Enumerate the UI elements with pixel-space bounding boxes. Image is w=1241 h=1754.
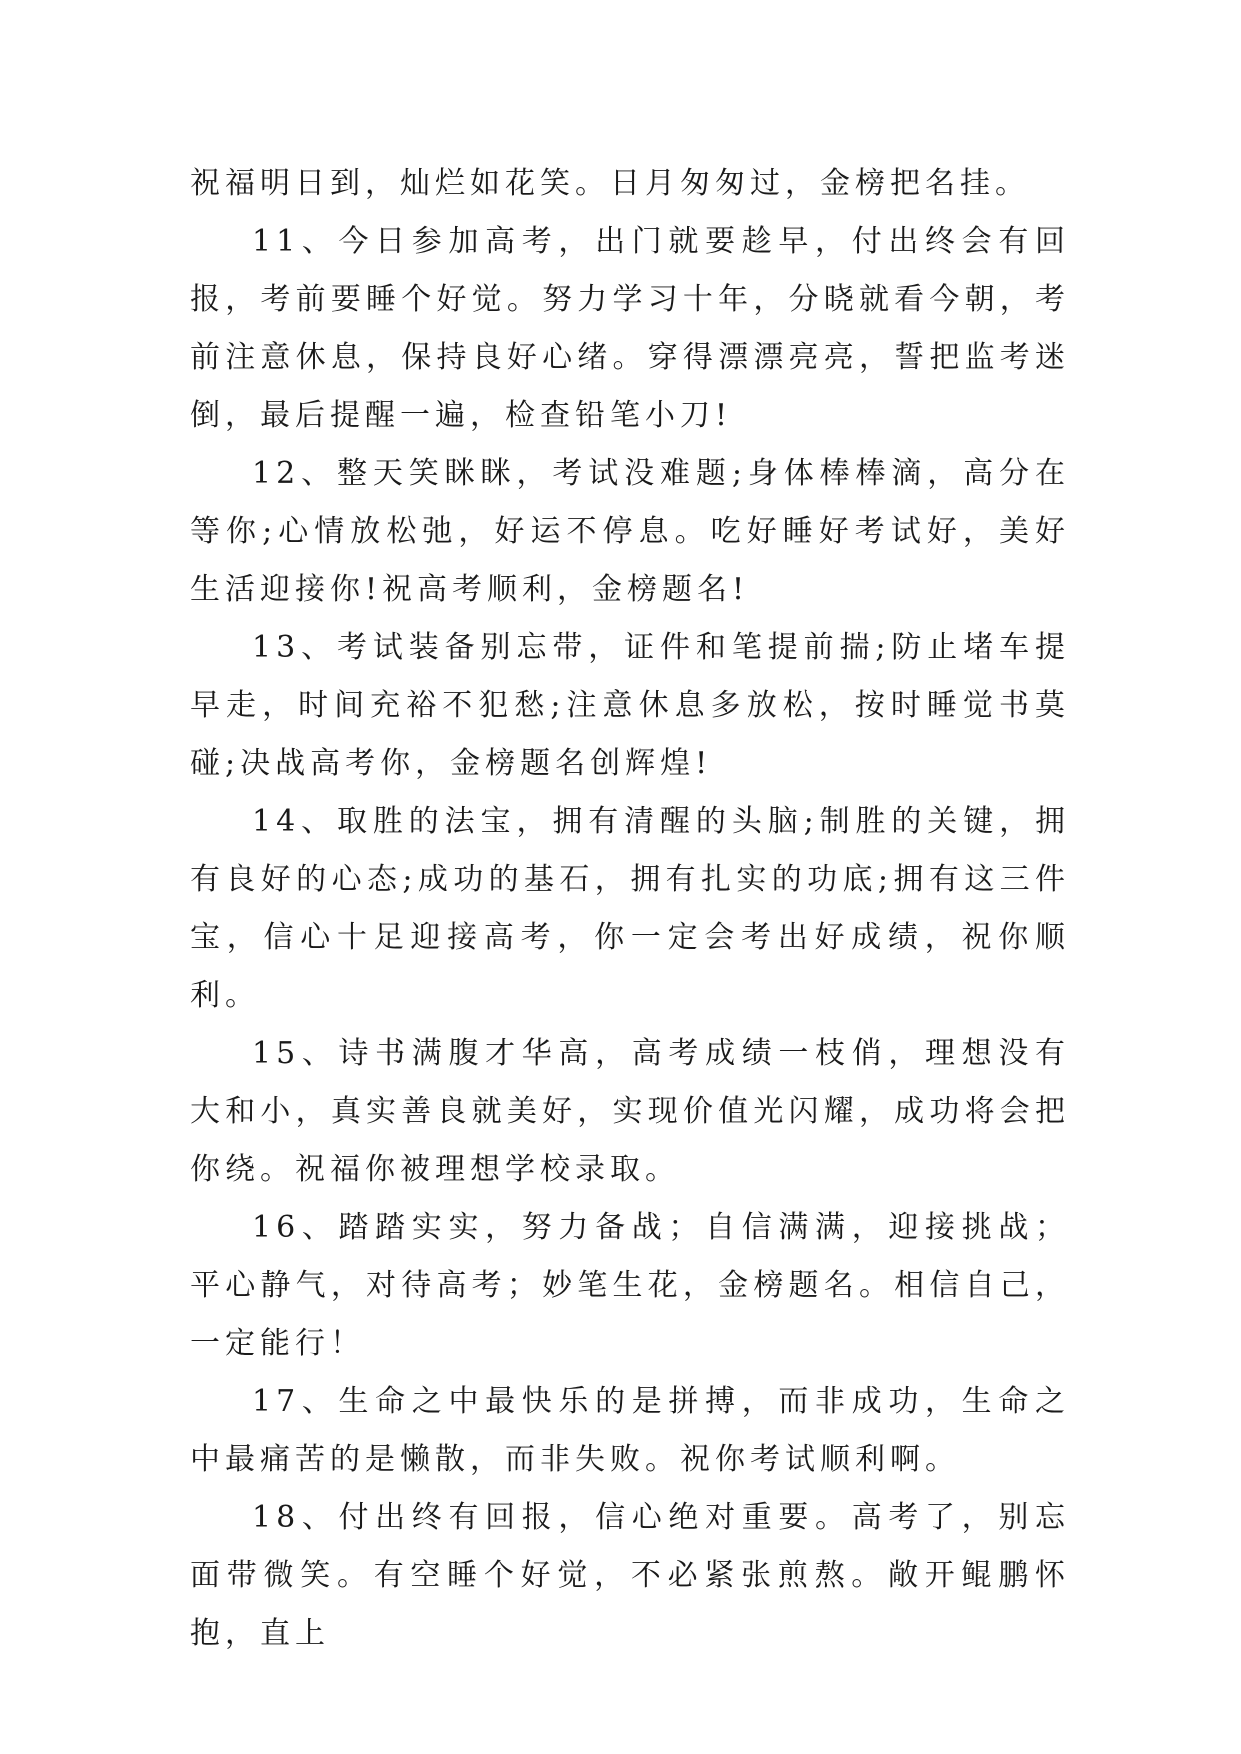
paragraph-item-11: 11、今日参加高考，出门就要趁早，付出终会有回报，考前要睡个好觉。努力学习十年，分晓就看今朝，考前注意休息，保持良好心绪。穿得漂漂亮亮，誓把监考迷倒，最后提醒一遍，检查铅笔小刀! [190, 224, 1070, 433]
paragraph-item-16: 16、踏踏实实，努力备战；自信满满，迎接挑战；平心静气，对待高考；妙笔生花，金榜题名。相信自己，一定能行！ [190, 1210, 1070, 1361]
paragraph-item-12: 12、整天笑眯眯，考试没难题;身体棒棒滴，高分在等你;心情放松弛，好运不停息。吃好睡好考试好，美好生活迎接你!祝高考顺利，金榜题名! [190, 456, 1070, 607]
paragraph-item-15: 15、诗书满腹才华高，高考成绩一枝俏，理想没有大和小，真实善良就美好，实现价值光闪耀，成功将会把你绕。祝福你被理想学校录取。 [190, 1036, 1070, 1187]
paragraph-item-17: 17、生命之中最快乐的是拼搏，而非成功，生命之中最痛苦的是懒散，而非失败。祝你考试顺利啊。 [190, 1384, 1070, 1477]
paragraph-continuation: 祝福明日到，灿烂如花笑。日月匆匆过，金榜把名挂。 [190, 166, 1030, 201]
paragraph-item-18: 18、付出终有回报，信心绝对重要。高考了，别忘面带微笑。有空睡个好觉，不必紧张煎熬。敞开鲲鹏怀抱，直上 [190, 1500, 1070, 1651]
paragraph-item-14: 14、取胜的法宝，拥有清醒的头脑;制胜的关键，拥有良好的心态;成功的基石，拥有扎实的功底;拥有这三件宝，信心十足迎接高考，你一定会考出好成绩，祝你顺利。 [190, 804, 1070, 1013]
paragraph-item-13: 13、考试装备别忘带，证件和笔提前揣;防止堵车提早走，时间充裕不犯愁;注意休息多放松，按时睡觉书莫碰;决战高考你，金榜题名创辉煌! [190, 630, 1070, 781]
document-body [190, 155, 1070, 1663]
